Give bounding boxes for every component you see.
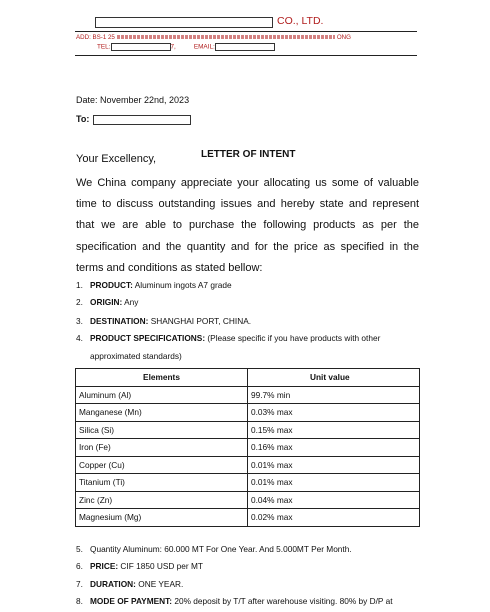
tel-label: TEL:	[97, 43, 111, 51]
table-row: Zinc (Zn) 0.04% max	[76, 491, 420, 509]
redacted-recipient	[93, 115, 191, 125]
table-row: Magnesium (Mg) 0.02% max	[76, 509, 420, 527]
list-item: 5. Quantity Aluminum: 60.000 MT For One Year. And 5.000MT Per Month.	[76, 544, 352, 554]
tel-suffix: 7,	[170, 43, 176, 51]
email-label: EMAIL:	[193, 43, 215, 51]
redacted-email	[215, 43, 275, 51]
list-item: 4. PRODUCT SPECIFICATIONS: (Please specific if you have products with other approximated standards)	[76, 333, 381, 361]
to-label: To:	[76, 114, 90, 124]
address-label: ADD: BS-1 25	[76, 34, 115, 41]
address-line	[76, 34, 351, 41]
redacted-tel	[111, 43, 171, 51]
address-end: ONG	[336, 34, 351, 41]
header-elements: Elements	[76, 369, 248, 387]
letter-heading: LETTER OF INTENT	[201, 149, 296, 160]
table-header-row	[76, 369, 420, 387]
salutation: Your Excellency,	[76, 153, 157, 165]
table-row: Silica (Si) 0.15% max	[76, 421, 420, 439]
contact-line	[97, 43, 275, 51]
list-item: 7. DURATION: ONE YEAR.	[76, 579, 184, 589]
list-item: 6. PRICE: CIF 1850 USD per MT	[76, 561, 203, 571]
letterhead-rule-top	[75, 31, 417, 32]
list-item: 3. DESTINATION: SHANGHAI PORT, CHINA.	[76, 316, 252, 326]
company-suffix: CO., LTD.	[277, 15, 324, 27]
list-item: 8. MODE OF PAYMENT: 20% deposit by T/T after warehouse visiting. 80% by D/P at	[76, 596, 393, 606]
letterhead-rule-bottom	[75, 55, 417, 56]
table-row: Copper (Cu) 0.01% max	[76, 456, 420, 474]
header-unit-value: Unit value	[248, 369, 420, 387]
table-row: Iron (Fe) 0.16% max	[76, 439, 420, 457]
table-row: Titanium (Ti) 0.01% max	[76, 474, 420, 492]
redacted-address	[117, 35, 335, 39]
specification-table	[75, 368, 420, 527]
list-item: 1. PRODUCT: Aluminum ingots A7 grade	[76, 280, 232, 290]
table-row: Aluminum (Al) 99.7% min	[76, 386, 420, 404]
recipient-line	[76, 114, 191, 125]
body-paragraph: We China company appreciate your allocating us some of valuable time to discuss outstanding issues and hereby state and represent that we are able to purchase the following products as per the specification and the quantity and for the price as specified in the terms and conditions as stated bellow:	[76, 177, 419, 274]
list-item: 2. ORIGIN: Any	[76, 297, 139, 307]
letter-date: Date: November 22nd, 2023	[76, 95, 190, 105]
table-row: Manganese (Mn) 0.03% max	[76, 404, 420, 422]
redacted-company-name	[95, 17, 273, 28]
company-name-line	[95, 17, 273, 28]
